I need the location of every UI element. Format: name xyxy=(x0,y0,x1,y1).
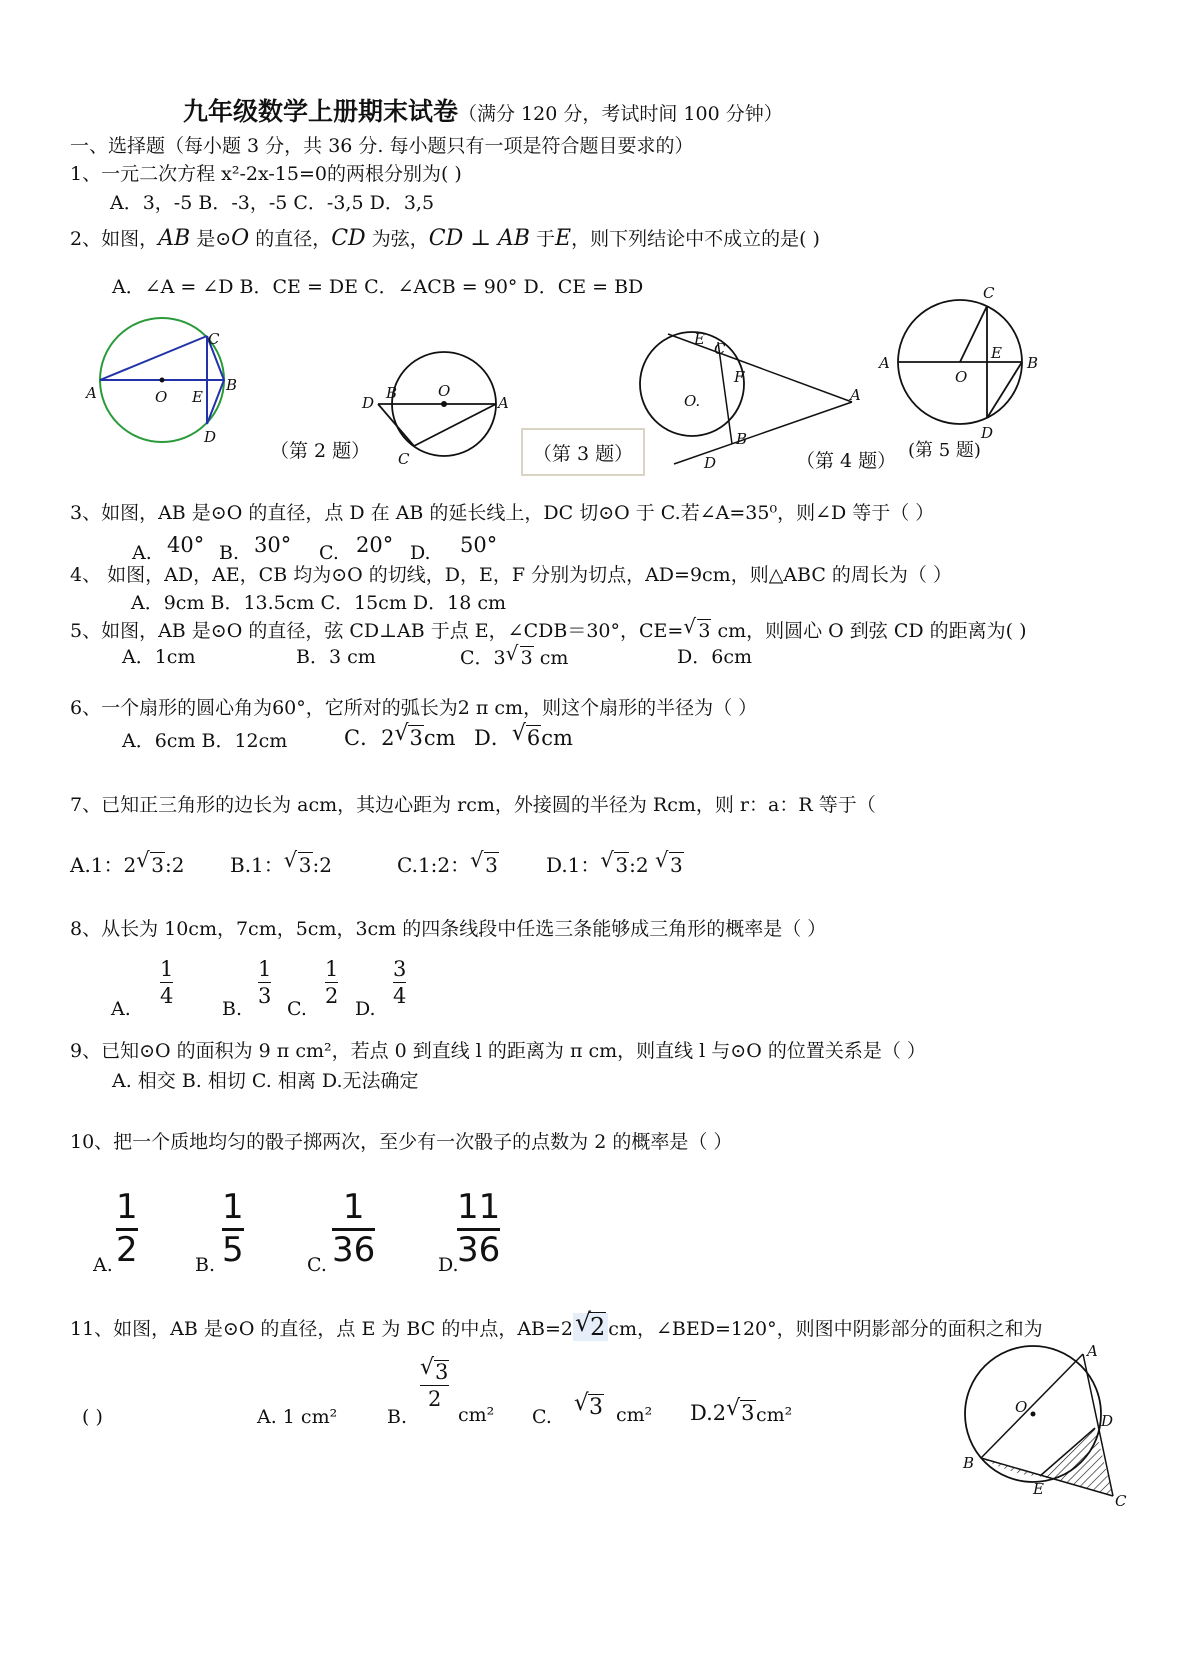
f11-label-c: C xyxy=(1115,1492,1127,1510)
q8-c-den: 2 xyxy=(325,984,339,1009)
f3-label-c: C xyxy=(398,450,410,468)
q2-stem xyxy=(70,226,820,252)
q2-perp: CD ⊥ AB xyxy=(428,226,530,251)
q7-a-rad: 3 xyxy=(151,853,164,877)
title-note: （满分 120 分，考试时间 100 分钟） xyxy=(458,103,783,125)
caption-q5: (第 5 题) xyxy=(908,440,981,461)
q10-frac-b xyxy=(222,1187,244,1270)
q6-opt-c-post: cm xyxy=(423,726,456,750)
q10-c-den: 36 xyxy=(332,1229,376,1270)
q9-options: A. 相交 B. 相切 C. 相离 D.无法确定 xyxy=(112,1070,419,1092)
q11-opt-d-unit: cm² xyxy=(756,1404,793,1426)
q8-d-num: 3 xyxy=(393,957,407,981)
q5-stem-b: cm，则圆心 O 到弦 CD 的距离为( ) xyxy=(711,620,1027,642)
q3-value-c: 20° xyxy=(356,533,394,557)
q2-cd: CD xyxy=(331,226,366,251)
title-main: 九年级数学上册期末试卷 xyxy=(183,97,459,126)
q6-opt-d-post: cm xyxy=(541,726,573,750)
f3-label-a: A xyxy=(498,394,509,412)
q11-sqrt xyxy=(575,1312,606,1342)
caption-q3: （第 3 题） xyxy=(521,428,645,476)
f5-label-d: D xyxy=(981,424,994,442)
q7-d-sqrt2 xyxy=(655,852,684,877)
q11-opt-a: A. 1 cm² xyxy=(257,1406,338,1428)
q2-prefix: 2、如图， xyxy=(70,228,159,250)
q5-stem xyxy=(70,619,1027,643)
q11-opt-c-val xyxy=(574,1394,604,1421)
q3-value-a: 40° xyxy=(167,533,205,557)
q9-stem: 9、已知⊙O 的面积为 9 π cm²，若点 0 到直线 l 的距离为 π cm，则直线 l 与⊙O 的位置关系是（ ） xyxy=(70,1040,926,1062)
q11-sqrt-highlight xyxy=(573,1313,608,1341)
q11-stem-a: 11、如图，AB 是⊙O 的直径，点 E 为 BC 的中点，AB=2 xyxy=(70,1318,574,1340)
q11-opt-b-label: B. xyxy=(387,1406,408,1428)
q8-a-den: 4 xyxy=(160,984,174,1009)
q11-b-rad: 3 xyxy=(435,1360,449,1384)
q7-stem: 7、已知正三角形的边长为 acm，其边心距为 rcm，外接圆的半径为 Rcm，则 r：a：R 等于（ xyxy=(70,794,876,816)
q5-opt-c-sqrt xyxy=(506,646,534,670)
q10-frac-a xyxy=(116,1187,138,1270)
q5-opt-a: A．1cm xyxy=(122,646,196,668)
f4-label-d: D xyxy=(704,454,717,472)
f4-label-a: A xyxy=(850,386,861,404)
f11-label-o: O xyxy=(1015,1398,1028,1416)
q11-paren: ( ) xyxy=(82,1406,103,1428)
f2-label-c: C xyxy=(208,330,220,348)
q3-stem: 3、如图，AB 是⊙O 的直径，点 D 在 AB 的延长线上，DC 切⊙O 于 C.若∠A=35⁰，则∠D 等于（ ） xyxy=(70,502,935,524)
q11-opt-d xyxy=(690,1400,756,1426)
q6-opt-ab: A．6cm B．12cm xyxy=(122,730,288,752)
q7-opt-b xyxy=(230,852,332,877)
q10-d-num: 11 xyxy=(457,1187,501,1227)
q5-opt-c-post: cm xyxy=(533,647,569,669)
q11-d-sqrt xyxy=(726,1400,755,1426)
q2-options: A．∠A = ∠D B．CE = DE C．∠ACB = 90° D．CE = BD xyxy=(112,276,644,298)
q8-stem: 8、从长为 10cm，7cm，5cm，3cm 的四条线段中任选三条能够成三角形的概率是（ ） xyxy=(70,918,827,940)
caption-q4: （第 4 题） xyxy=(796,450,897,472)
q11-opt-b-unit: cm² xyxy=(458,1404,495,1426)
q8-label-b: B. xyxy=(222,998,243,1020)
q7-b-rad: 3 xyxy=(298,853,312,877)
q4-stem: 4、 如图，AD，AE，CB 均为⊙O 的切线，D，E，F 分别为切点，AD=9cm，则△ABC 的周长为（ ） xyxy=(70,564,952,586)
f3-label-b: B xyxy=(386,384,398,402)
q7-c-rad: 3 xyxy=(485,853,498,877)
q6-opt-d-rad: 6 xyxy=(526,726,541,750)
q11-opt-c-unit: cm² xyxy=(616,1404,653,1426)
q6-opt-d-sqrt xyxy=(512,725,541,751)
f2-label-b: B xyxy=(226,376,238,394)
q2-diam: 的直径， xyxy=(249,228,332,250)
f2-label-e: E xyxy=(192,388,203,406)
q10-b-num: 1 xyxy=(222,1187,244,1227)
q2-tail: ，则下列结论中不成立的是( ) xyxy=(571,228,820,250)
f5-label-c: C xyxy=(983,284,995,302)
q8-c-num: 1 xyxy=(325,957,339,981)
q5-opt-b: B．3 cm xyxy=(296,646,376,668)
q5-opt-d: D．6cm xyxy=(677,646,752,668)
q7-a-post: :2 xyxy=(164,853,185,877)
f11-label-d: D xyxy=(1101,1412,1114,1430)
q10-label-c: C. xyxy=(307,1254,327,1276)
q6-opt-d xyxy=(474,725,573,751)
q6-opt-c-pre: C．2 xyxy=(344,726,395,750)
q2-e: E xyxy=(555,226,572,251)
q7-opt-d xyxy=(546,852,684,877)
q3-value-b: 30° xyxy=(254,533,292,557)
q7-a-sqrt xyxy=(136,852,165,877)
q10-stem: 10、把一个质地均匀的骰子掷两次，至少有一次骰子的点数为 2 的概率是（ ） xyxy=(70,1131,733,1153)
f3-label-d: D xyxy=(362,394,375,412)
q6-opt-c xyxy=(344,725,456,751)
q1-options: A．3，-5 B．-3，-5 C．-3,5 D．3,5 xyxy=(110,192,435,214)
q7-b-post: :2 xyxy=(312,853,332,877)
f2-label-a: A xyxy=(86,384,97,402)
q5-sqrt-rad: 3 xyxy=(698,620,711,642)
q5-sqrt xyxy=(683,619,711,643)
figure-q11 xyxy=(955,1342,1130,1510)
q10-frac-d xyxy=(457,1187,501,1270)
q10-frac-c xyxy=(332,1187,376,1270)
q2-o: O xyxy=(231,226,250,251)
q8-frac-c xyxy=(325,958,338,1007)
q5-opt-c xyxy=(460,646,568,670)
q8-label-c: C. xyxy=(287,998,307,1020)
f4-label-f: F xyxy=(734,368,745,386)
q1-stem: 1、一元二次方程 x²-2x-15=0的两根分别为( ) xyxy=(70,163,462,185)
f4-label-b: B xyxy=(736,430,748,448)
q6-opt-c-sqrt xyxy=(394,725,423,751)
f4-label-e: E xyxy=(694,330,705,348)
caption-q2: （第 2 题） xyxy=(270,440,371,462)
q7-d-pre: D.1： xyxy=(546,853,601,877)
q7-opt-a xyxy=(70,852,184,877)
q7-d-sqrt1 xyxy=(600,852,629,877)
q10-label-d: D. xyxy=(438,1254,459,1276)
q7-c-pre: C.1:2： xyxy=(397,853,471,877)
q4-options: A．9cm B．13.5cm C．15cm D．18 cm xyxy=(131,592,506,614)
q6-stem: 6、一个扇形的圆心角为60°，它所对的弧长为2 π cm，则这个扇形的半径为（ ） xyxy=(70,697,758,719)
f11-label-b: B xyxy=(963,1454,975,1472)
q5-stem-a: 5、如图，AB 是⊙O 的直径，弦 CD⊥AB 于点 E，∠CDB＝30°，CE= xyxy=(70,620,684,642)
q8-b-num: 1 xyxy=(258,957,272,981)
q8-b-den: 3 xyxy=(258,984,272,1009)
f5-label-o: O xyxy=(955,368,968,386)
f3-label-o: O xyxy=(438,382,451,400)
q10-label-b: B. xyxy=(195,1254,216,1276)
q6-opt-c-rad: 3 xyxy=(409,726,423,750)
f5-label-a: A xyxy=(879,354,890,372)
f4-label-c: C xyxy=(714,340,726,358)
q3-label-b: B. xyxy=(219,542,240,564)
f5-label-e: E xyxy=(991,344,1002,362)
q11-opt-b-frac xyxy=(420,1360,449,1410)
q3-label-d: D. xyxy=(410,542,431,564)
q11-sqrt-rad: 2 xyxy=(590,1313,606,1341)
q11-stem-b: cm，∠BED=120°，则图中阴影部分的面积之和为 xyxy=(608,1318,1043,1340)
q8-label-a: A. xyxy=(111,998,131,1020)
figure-q3 xyxy=(362,358,542,473)
figure-q5 xyxy=(875,284,1065,450)
q8-frac-b xyxy=(258,958,271,1007)
figure-q2 xyxy=(82,318,262,468)
q7-a-pre: A.1：2 xyxy=(70,853,137,877)
q8-d-den: 4 xyxy=(393,984,407,1009)
q8-a-num: 1 xyxy=(160,957,174,981)
q2-chord: 为弦， xyxy=(365,228,429,250)
q10-d-den: 36 xyxy=(457,1229,501,1270)
q7-b-sqrt xyxy=(284,852,313,877)
q10-a-num: 1 xyxy=(116,1187,138,1227)
f2-label-o: O xyxy=(155,388,168,406)
q7-d-mid: :2 xyxy=(629,853,649,877)
q11-b-sqrt xyxy=(420,1360,449,1383)
q11-stem xyxy=(70,1312,1043,1342)
q10-label-a: A. xyxy=(93,1254,113,1276)
f11-label-e: E xyxy=(1033,1480,1044,1498)
q5-opt-c-pre: C．3 xyxy=(460,647,506,669)
f4-label-o: O. xyxy=(684,392,701,410)
f11-label-a: A xyxy=(1087,1342,1098,1360)
q3-value-d: 50° xyxy=(460,533,498,557)
q7-c-sqrt xyxy=(470,852,499,877)
q2-at: 于 xyxy=(529,228,555,250)
q11-b-den: 2 xyxy=(428,1387,442,1412)
q2-ab: AB xyxy=(158,226,191,251)
q10-c-num: 1 xyxy=(342,1187,365,1227)
q5-opt-c-rad: 3 xyxy=(520,647,533,669)
exam-title xyxy=(183,92,783,128)
q7-b-pre: B.1： xyxy=(230,853,284,877)
q2-is: 是⊙ xyxy=(190,228,232,250)
q7-opt-c xyxy=(397,852,499,877)
q7-d-rad2: 3 xyxy=(669,853,683,877)
f5-label-b: B xyxy=(1027,354,1039,372)
q3-label-c: C. xyxy=(319,542,339,564)
q8-label-d: D. xyxy=(355,998,376,1020)
q11-c-sqrt xyxy=(574,1394,604,1421)
q11-d-rad: 3 xyxy=(741,1401,755,1425)
q11-opt-c-label: C. xyxy=(532,1406,552,1428)
q8-frac-a xyxy=(160,958,173,1007)
q10-a-den: 2 xyxy=(116,1229,138,1270)
q8-frac-d xyxy=(393,958,406,1007)
section-heading: 一、选择题（每小题 3 分，共 36 分. 每小题只有一项是符合题目要求的） xyxy=(70,135,694,157)
q3-label-a: A. xyxy=(132,542,152,564)
q11-d-pre: D.2 xyxy=(690,1401,727,1425)
f2-label-d: D xyxy=(204,428,217,446)
q7-d-rad1: 3 xyxy=(615,853,629,877)
q6-opt-d-pre: D． xyxy=(474,726,512,750)
q11-c-rad: 3 xyxy=(589,1395,603,1420)
q10-b-den: 5 xyxy=(222,1229,244,1270)
